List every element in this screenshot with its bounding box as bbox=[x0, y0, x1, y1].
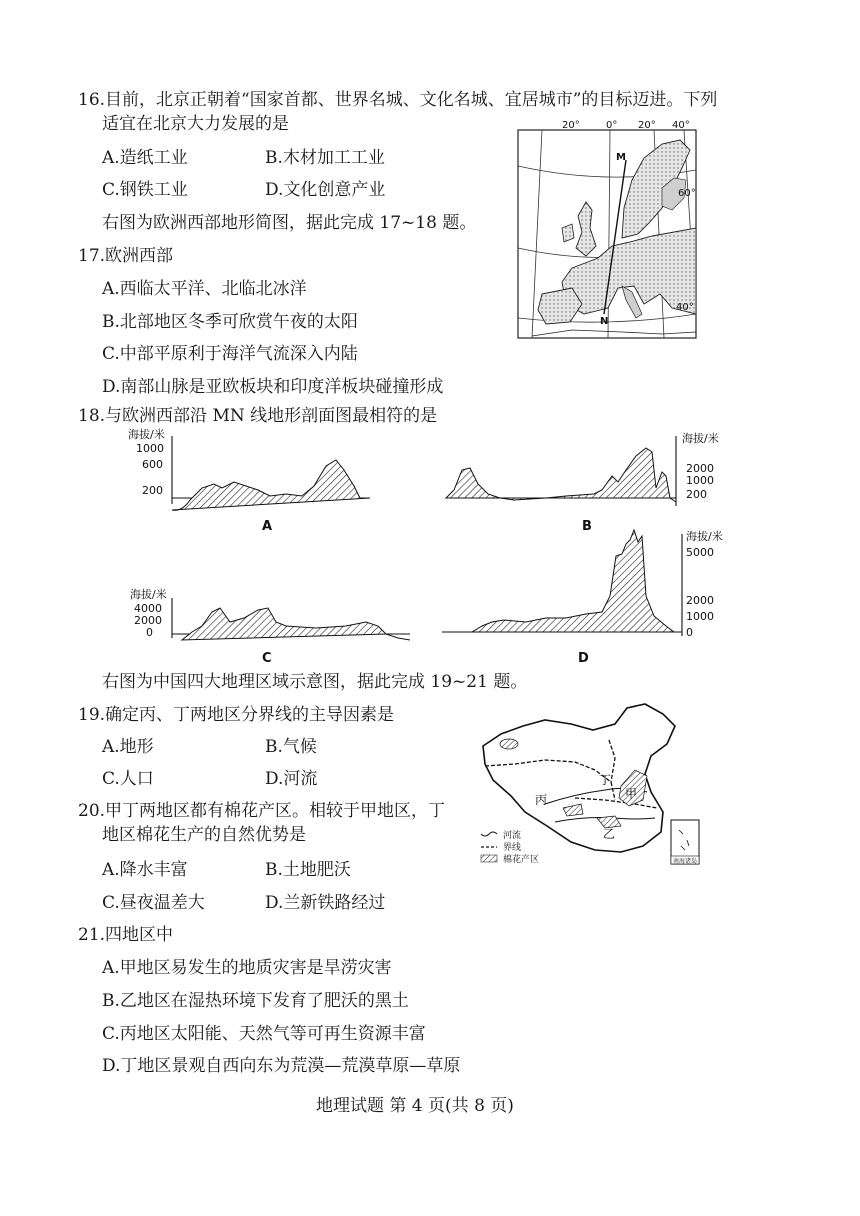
q21-stem: 21.四地区中 bbox=[78, 925, 174, 945]
profile-a-tick-1000: 1000 bbox=[136, 442, 164, 455]
q19-option-d: D.河流 bbox=[265, 769, 318, 789]
lat-label-60: 60° bbox=[678, 188, 696, 199]
region-yi: 乙 bbox=[603, 827, 616, 841]
q19-stem: 19.确定丙、丁两地区分界线的主导因素是 bbox=[78, 705, 395, 725]
q16-stem-line1: 16.目前，北京正朝着“国家首都、世界名城、文化名城、宜居城市”的目标迈进。下列 bbox=[78, 90, 718, 110]
profile-a-letter: A bbox=[262, 519, 273, 534]
q16-option-b: B.木材加工工业 bbox=[265, 148, 385, 168]
profile-c-tick-2000: 2000 bbox=[134, 614, 162, 627]
q19-option-b: B.气候 bbox=[265, 737, 317, 757]
lon-label-40e: 40° bbox=[672, 120, 690, 131]
profile-d bbox=[442, 529, 723, 666]
inset-label: 南海诸岛 bbox=[673, 858, 698, 865]
q17-option-c: C.中部平原利于海洋气流深入内陆 bbox=[102, 344, 358, 364]
q18-stem: 18.与欧洲西部沿 MN 线地形剖面图最相符的是 bbox=[78, 406, 438, 426]
q17-option-b: B.北部地区冬季可欣赏午夜的太阳 bbox=[102, 312, 358, 332]
lat-label-40: 40° bbox=[676, 302, 694, 313]
legend-cotton: 棉花产区 bbox=[503, 855, 540, 865]
lon-label-0: 0° bbox=[606, 120, 618, 131]
q20-option-c: C.昼夜温差大 bbox=[102, 893, 205, 913]
q17-option-d: D.南部山脉是亚欧板块和印度洋板块碰撞形成 bbox=[102, 377, 444, 397]
q16-option-c: C.钢铁工业 bbox=[102, 180, 188, 200]
europe-terrain-map bbox=[512, 118, 702, 344]
q17-stem: 17.欧洲西部 bbox=[78, 246, 174, 266]
profile-c bbox=[130, 587, 410, 666]
profile-a bbox=[128, 427, 370, 534]
q20-option-b: B.土地肥沃 bbox=[265, 860, 351, 880]
q16-option-a: A.造纸工业 bbox=[102, 148, 188, 168]
profile-c-letter: C bbox=[262, 651, 272, 666]
china-regions-map bbox=[475, 700, 705, 868]
intro-china: 右图为中国四大地理区域示意图，据此完成 19~21 题。 bbox=[102, 672, 528, 692]
profile-d-tick-0: 0 bbox=[686, 626, 693, 639]
terrain-profiles-figure bbox=[126, 426, 826, 666]
region-ding: 丁 bbox=[599, 773, 612, 787]
profile-d-tick-5000: 5000 bbox=[686, 546, 714, 559]
q21-option-a: A.甲地区易发生的地质灾害是旱涝灾害 bbox=[102, 958, 392, 978]
profile-b bbox=[446, 431, 719, 534]
profile-a-tick-600: 600 bbox=[142, 458, 163, 471]
map-point-n: N bbox=[600, 316, 609, 327]
q20-option-a: A.降水丰富 bbox=[102, 860, 188, 880]
profile-d-axis-title: 海拔/米 bbox=[686, 530, 723, 543]
profile-a-tick-200: 200 bbox=[142, 484, 163, 497]
profile-b-tick-1000: 1000 bbox=[686, 474, 714, 487]
page-footer: 地理试题 第 4 页(共 8 页) bbox=[316, 1096, 514, 1116]
legend-river: 河流 bbox=[503, 831, 522, 841]
q19-option-c: C.人口 bbox=[102, 769, 154, 789]
intro-europe: 右图为欧洲西部地形简图，据此完成 17~18 题。 bbox=[102, 213, 477, 233]
q20-option-d: D.兰新铁路经过 bbox=[265, 893, 386, 913]
lon-label-20e: 20° bbox=[638, 120, 656, 131]
profile-a-axis-title: 海拔/米 bbox=[128, 428, 165, 441]
profile-c-tick-4000: 4000 bbox=[134, 602, 162, 615]
q16-option-d: D.文化创意产业 bbox=[265, 180, 386, 200]
lon-label-20w: 20° bbox=[562, 120, 580, 131]
profile-b-tick-2000: 2000 bbox=[686, 462, 714, 475]
profile-c-tick-0: 0 bbox=[146, 626, 153, 639]
q21-option-b: B.乙地区在湿热环境下发育了肥沃的黑土 bbox=[102, 991, 409, 1011]
profile-d-tick-1000: 1000 bbox=[686, 610, 714, 623]
q17-option-a: A.西临太平洋、北临北冰洋 bbox=[102, 279, 307, 299]
map-point-m: M bbox=[616, 152, 626, 163]
profile-c-axis-title: 海拔/米 bbox=[130, 588, 167, 601]
profile-b-axis-title: 海拔/米 bbox=[682, 432, 719, 445]
q21-option-c: C.丙地区太阳能、天然气等可再生资源丰富 bbox=[102, 1024, 426, 1044]
q20-stem-line2: 地区棉花生产的自然优势是 bbox=[102, 825, 306, 845]
region-jia: 甲 bbox=[625, 787, 638, 801]
q19-option-a: A.地形 bbox=[102, 737, 154, 757]
q16-stem-line2: 适宜在北京大力发展的是 bbox=[102, 114, 289, 134]
profile-b-tick-200: 200 bbox=[686, 488, 707, 501]
q21-option-d: D.丁地区景观自西向东为荒漠—荒漠草原—草原 bbox=[102, 1056, 461, 1076]
profile-b-letter: B bbox=[582, 519, 592, 534]
q20-stem-line1: 20.甲丁两地区都有棉花产区。相较于甲地区，丁 bbox=[78, 801, 446, 821]
profile-d-tick-2000: 2000 bbox=[686, 594, 714, 607]
profile-d-letter: D bbox=[578, 651, 589, 666]
region-bing: 丙 bbox=[535, 793, 548, 807]
legend-boundary: 界线 bbox=[503, 843, 522, 853]
